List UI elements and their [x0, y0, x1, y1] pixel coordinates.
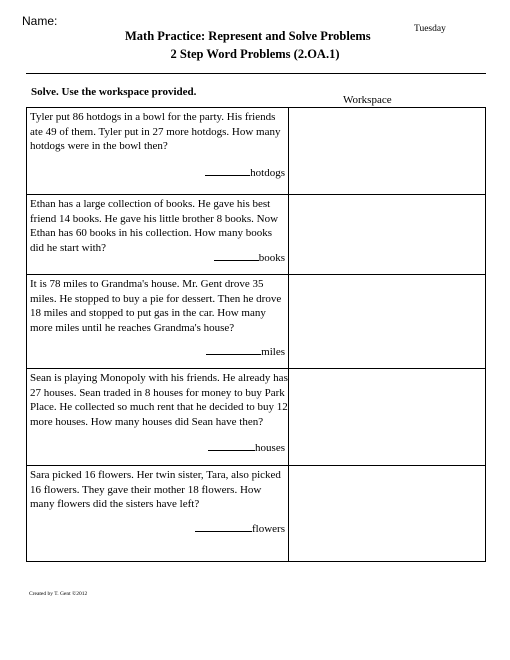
problem-cell: [27, 195, 289, 274]
answer-blank[interactable]: [205, 165, 250, 176]
problem-text: It is 78 miles to Grandma's house. Mr. Gent drove 35 miles. He stopped to buy a pie for dessert. Then he drove 18 miles and stopped to put gas in the car. How many more miles until he reaches Grandma's house?: [30, 278, 282, 334]
answer-unit: hotdogs: [250, 167, 285, 179]
name-label: Name:: [22, 14, 58, 28]
page-title: Math Practice: Represent and Solve Problems: [125, 29, 371, 43]
answer-unit: miles: [261, 346, 285, 358]
workspace-cell[interactable]: [289, 369, 485, 465]
problem-text: Ethan has a large collection of books. He gave his best friend 14 books. He gave his little brother 8 books. Now Ethan has 60 books in his collection. How many books did he start with?: [30, 198, 279, 254]
workspace-cell[interactable]: [289, 275, 485, 368]
workspace-heading: Workspace: [343, 94, 392, 106]
table-row: [27, 368, 485, 465]
day-label: Tuesday: [414, 24, 446, 34]
table-row: [27, 465, 485, 562]
problems-table: [26, 107, 486, 562]
page-subtitle: 2 Step Word Problems (2.OA.1): [170, 47, 340, 61]
table-row: [27, 194, 485, 274]
answer-unit: books: [258, 252, 285, 264]
footer-credit: Created by T. Gent ©2012: [29, 591, 88, 597]
problem-cell: [27, 108, 289, 194]
answer-unit: houses: [255, 442, 285, 454]
instructions: Solve. Use the workspace provided.: [31, 86, 197, 98]
answer-line: [195, 521, 285, 535]
table-row: [27, 274, 485, 368]
answer-unit: flowers: [252, 523, 285, 535]
table-row: [27, 108, 485, 194]
problem-text: Sean is playing Monopoly with his friends. He already has 27 houses. Sean traded in 8 houses for money to buy Park Place. He collected so much rent that he decided to buy 12 more houses. How many houses did Sean have then?: [30, 372, 288, 428]
answer-line: [205, 165, 285, 179]
problem-cell: [27, 275, 289, 368]
answer-line: [206, 344, 285, 358]
answer-blank[interactable]: [208, 440, 255, 451]
workspace-cell[interactable]: [289, 466, 485, 562]
answer-line: [214, 250, 285, 264]
answer-line: [208, 440, 285, 454]
workspace-cell[interactable]: [289, 195, 485, 274]
answer-blank[interactable]: [195, 521, 252, 532]
answer-blank[interactable]: [206, 344, 261, 355]
problem-cell: [27, 466, 289, 562]
problem-cell: [27, 369, 289, 465]
problem-text: Tyler put 86 hotdogs in a bowl for the party. His friends ate 49 of them. Tyler put in 27 more hotdogs. How many hotdogs were in the bowl then?: [30, 111, 281, 152]
header-divider: [26, 73, 486, 74]
answer-blank[interactable]: [214, 250, 259, 261]
problem-text: Sara picked 16 flowers. Her twin sister, Tara, also picked 16 flowers. They gave their mother 18 flowers. How many flowers did the sisters have left?: [30, 469, 281, 510]
workspace-cell[interactable]: [289, 108, 485, 194]
